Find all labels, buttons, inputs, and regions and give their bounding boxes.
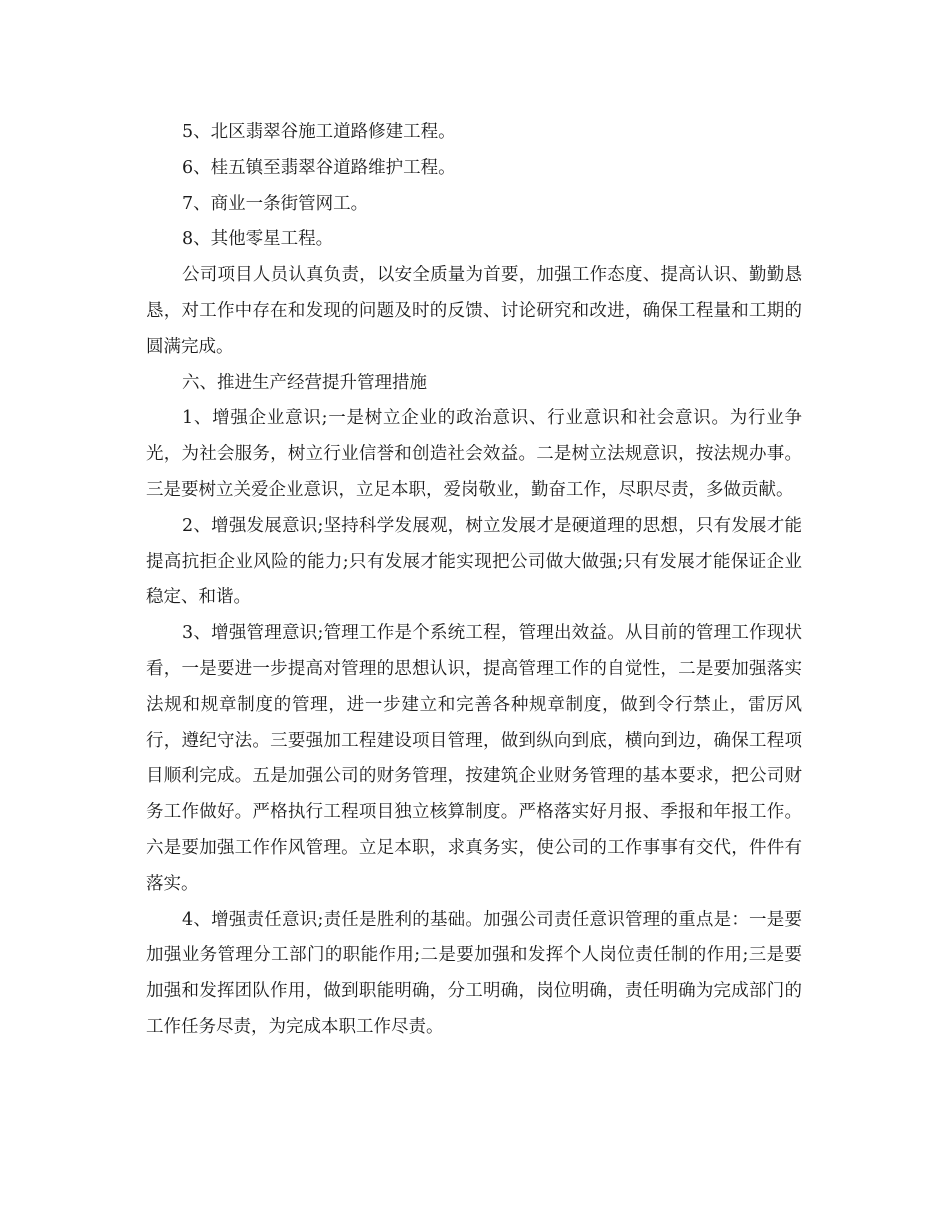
measure-paragraph-4: 4、增强责任意识;责任是胜利的基础。加强公司责任意识管理的重点是：一是要加强业务管理分工部门的职能作用;二是要加强和发挥个人岗位责任制的作用;三是要加强和发挥团队作用，做到职能明确，分工明确，岗位明确，责任明确为完成部门的工作任务尽责，为完成本职工作尽责。 <box>146 909 802 1037</box>
measure-paragraph-1: 1、增强企业意识;一是树立企业的政治意识、行业意识和社会意识。为行业争光，为社会服务，树立行业信誉和创造社会效益。二是树立法规意识，按法规办事。三是要树立关爱企业意识，立足本职，爱岗敬业，勤奋工作，尽职尽责，多做贡献。 <box>146 408 802 500</box>
list-item-8: 8、其他零星工程。 <box>182 229 334 250</box>
list-item-7: 7、商业一条街管网工。 <box>182 193 369 214</box>
measure-paragraph-2: 2、增强发展意识;坚持科学发展观，树立发展才是硬道理的思想，只有发展才能提高抗拒企业风险的能力;只有发展才能实现把公司做大做强;只有发展才能保证企业稳定、和谐。 <box>146 515 802 608</box>
summary-paragraph: 公司项目人员认真负责，以安全质量为首要，加强工作态度、提高认识、勤勤恳恳，对工作中存在和发现的问题及时的反馈、讨论研究和改进，确保工程量和工期的圆满完成。 <box>146 265 802 357</box>
list-item-6: 6、桂五镇至翡翠谷道路维护工程。 <box>182 157 456 178</box>
list-item-5: 5、北区翡翠谷施工道路修建工程。 <box>182 122 456 142</box>
document-body <box>146 115 802 1046</box>
section-heading-6: 六、推进生产经营提升管理措施 <box>182 372 427 393</box>
measure-paragraph-3: 3、增强管理意识;管理工作是个系统工程，管理出效益。从目前的管理工作现状看，一是要进一步提高对管理的思想认识，提高管理工作的自觉性，二是要加强落实法规和规章制度的管理，进一步建立和完善各种规章制度，做到令行禁止，雷厉风行，遵纪守法。三要强加工程建设项目管理，做到纵向到底，横向到边，确保工程项目顺利完成。五是加强公司的财务管理，按建筑企业财务管理的基本要求，把公司财务工作做好。严格执行工程项目独立核算制度。严格落实好月报、季报和年报工作。六是要加强工作作风管理。立足本职，求真务实，使公司的工作事事有交代，件件有落实。 <box>146 623 802 894</box>
